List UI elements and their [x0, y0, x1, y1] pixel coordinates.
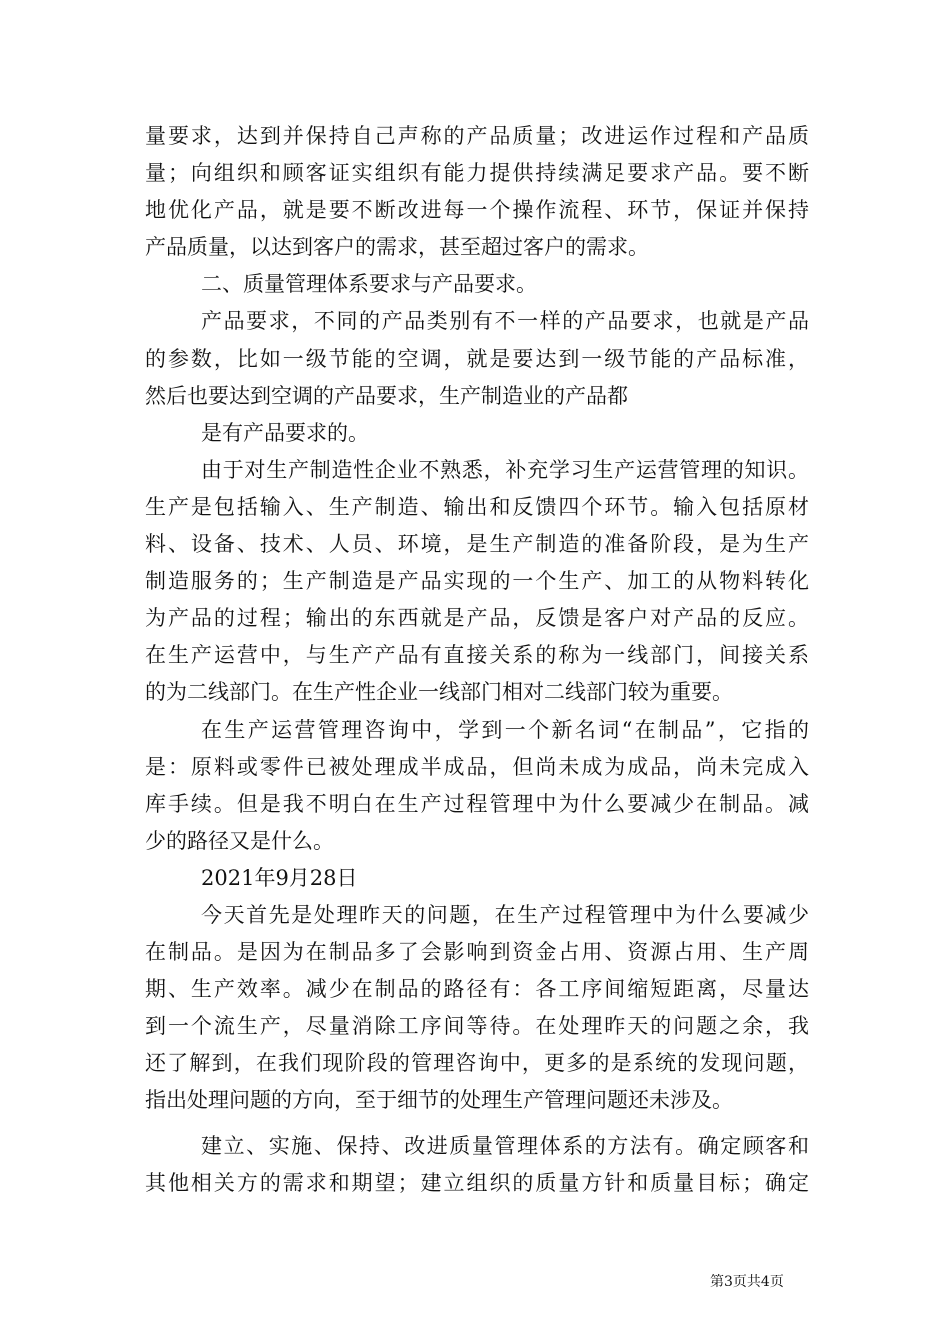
text-line: 的参数，比如一级节能的空调，就是要达到一级节能的产品标准， — [145, 346, 809, 371]
text-line: 产品质量，以达到客户的需求，甚至超过客户的需求。 — [145, 235, 649, 260]
text-line: 到一个流生产，尽量消除工序间等待。在处理昨天的问题之余，我 — [145, 1014, 809, 1039]
text-line: 在制品。是因为在制品多了会影响到资金占用、资源占用、生产周 — [145, 940, 809, 965]
text-line: 期、生产效率。减少在制品的路径有：各工序间缩短距离，尽量达 — [145, 977, 809, 1002]
text-line: 生产是包括输入、生产制造、输出和反馈四个环节。输入包括原材 — [145, 494, 809, 519]
text-line: 少的路径又是什么。 — [145, 828, 334, 853]
text-line: 在生产运营中，与生产产品有直接关系的称为一线部门，间接关系 — [145, 643, 809, 668]
text-line: 为产品的过程；输出的东西就是产品，反馈是客户对产品的反应。 — [145, 606, 809, 631]
page-number: 第3页共4页 — [710, 1274, 784, 1290]
text-line: 产品要求，不同的产品类别有不一样的产品要求，也就是产品 — [201, 309, 809, 334]
text-line: 是有产品要求的。 — [201, 420, 369, 445]
text-line: 由于对生产制造性企业不熟悉，补充学习生产运营管理的知识。 — [201, 457, 809, 482]
date-line: 2021年9月28日 — [201, 865, 358, 890]
text-line: 还了解到，在我们现阶段的管理咨询中，更多的是系统的发现问题， — [145, 1051, 809, 1076]
text-line: 库手续。但是我不明白在生产过程管理中为什么要减少在制品。减 — [145, 791, 809, 816]
text-line: 指出处理问题的方向，至于细节的处理生产管理问题还未涉及。 — [145, 1088, 733, 1113]
text-line: 其他相关方的需求和期望；建立组织的质量方针和质量目标；确定 — [145, 1170, 809, 1195]
text-line: 地优化产品，就是要不断改进每一个操作流程、环节，保证并保持 — [145, 198, 809, 223]
document-body — [145, 118, 809, 1202]
section-heading: 二、质量管理体系要求与产品要求。 — [201, 272, 537, 297]
text-line: 然后也要达到空调的产品要求，生产制造业的产品都 — [145, 383, 628, 408]
text-line: 量；向组织和顾客证实组织有能力提供持续满足要求产品。要不断 — [145, 161, 809, 186]
text-line: 量要求，达到并保持自己声称的产品质量；改进运作过程和产品质 — [145, 124, 809, 148]
text-line: 料、设备、技术、人员、环境，是生产制造的准备阶段，是为生产 — [145, 532, 809, 557]
text-line: 是：原料或零件已被处理成半成品，但尚未成为成品，尚未完成入 — [145, 754, 809, 779]
text-line: 建立、实施、保持、改进质量管理体系的方法有。确定顾客和 — [201, 1133, 809, 1158]
text-line: 制造服务的；生产制造是产品实现的一个生产、加工的从物料转化 — [145, 569, 809, 594]
text-line: 在生产运营管理咨询中，学到一个新名词“在制品”，它指的 — [201, 717, 809, 742]
text-line: 今天首先是处理昨天的问题，在生产过程管理中为什么要减少 — [201, 902, 809, 927]
text-line: 的为二线部门。在生产性企业一线部门相对二线部门较为重要。 — [145, 680, 733, 705]
